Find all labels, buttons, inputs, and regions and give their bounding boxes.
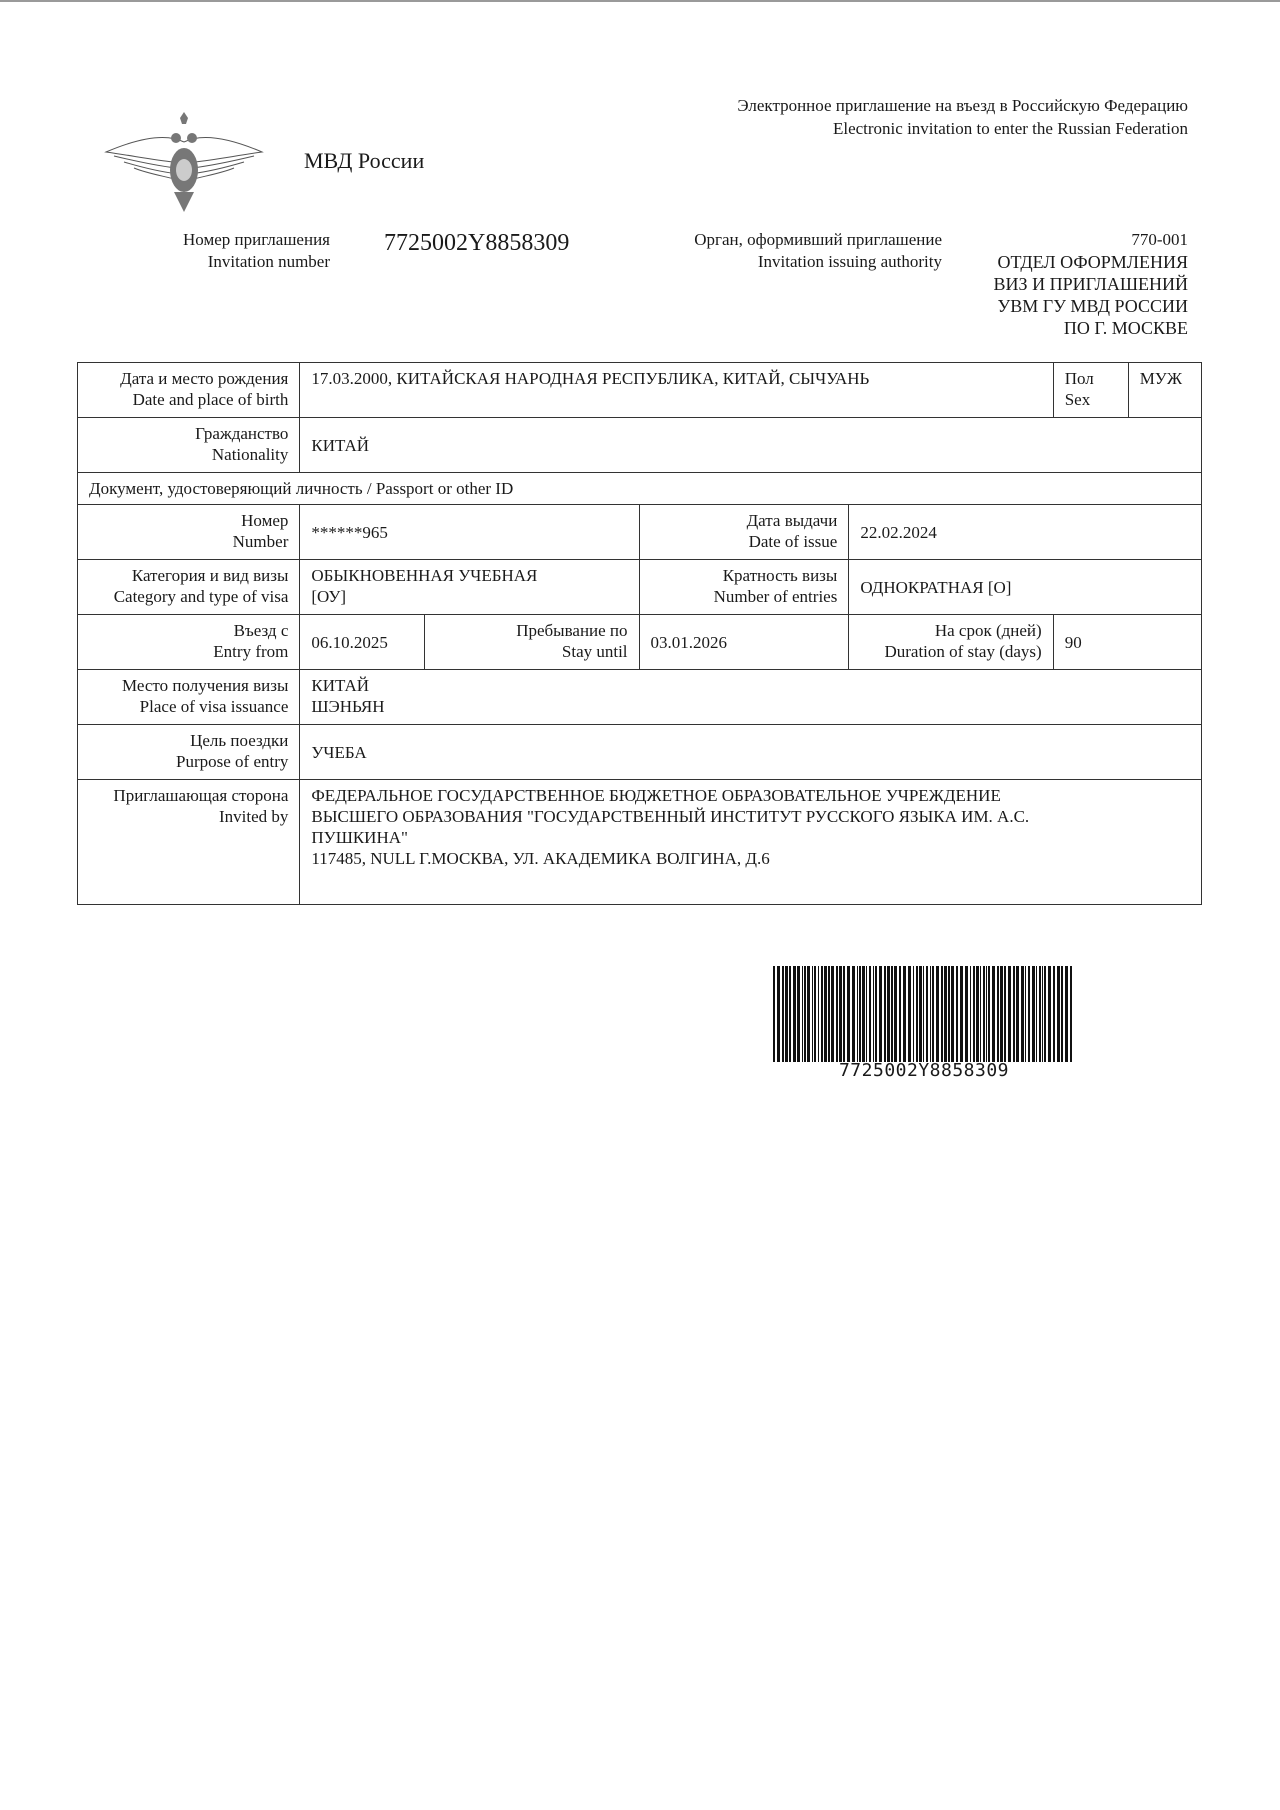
inviter-value-line: 117485, NULL Г.МОСКВА, УЛ. АКАДЕМИКА ВОЛГИНА, Д.6 xyxy=(311,849,770,868)
invitation-number-label-ru: Номер приглашения xyxy=(183,230,330,249)
entries-label-ru: Кратность визы xyxy=(722,566,838,585)
nationality-label-en: Nationality xyxy=(211,445,289,464)
barcode-bar xyxy=(1021,966,1024,1062)
issue-date-label-en: Date of issue xyxy=(748,532,838,551)
barcode-bar xyxy=(818,966,819,1062)
barcode-bar xyxy=(894,966,897,1062)
barcode-bar xyxy=(908,966,911,1062)
issuing-authority-value xyxy=(994,229,1188,339)
barcode-bar xyxy=(899,966,901,1062)
purpose-row xyxy=(78,725,1202,780)
invitation-details-table xyxy=(77,362,1202,905)
issue-date-label xyxy=(639,505,849,560)
barcode-bar xyxy=(785,966,788,1062)
duration-label-ru: На срок (дней) xyxy=(934,621,1042,640)
dates-row xyxy=(78,615,1202,670)
barcode-bar xyxy=(948,966,950,1062)
document-section-row xyxy=(78,473,1202,505)
entries-label xyxy=(639,560,849,615)
document-title-en: Electronic invitation to enter the Russian Federation xyxy=(832,119,1188,138)
barcode-bar xyxy=(965,966,968,1062)
barcode-bar xyxy=(1000,966,1003,1062)
visa-place-label-en: Place of visa issuance xyxy=(139,697,289,716)
barcode-bar xyxy=(828,966,830,1062)
barcode-bar xyxy=(992,966,995,1062)
barcode-bar xyxy=(1025,966,1026,1062)
barcode xyxy=(773,966,1075,1062)
birth-row xyxy=(78,363,1202,418)
purpose-label-en: Purpose of entry xyxy=(176,752,289,771)
barcode-bar xyxy=(812,966,813,1062)
barcode-bar xyxy=(887,966,890,1062)
barcode-bar xyxy=(797,966,800,1062)
document-section-heading: Документ, удостоверяющий личность / Passport or other ID xyxy=(78,473,1202,505)
barcode-bar xyxy=(986,966,987,1062)
barcode-bar xyxy=(1039,966,1041,1062)
visa-category-row xyxy=(78,560,1202,615)
barcode-bar xyxy=(782,966,784,1062)
barcode-bar xyxy=(814,966,816,1062)
inviter-label-ru: Приглашающая сторона xyxy=(113,786,289,805)
sex-label-ru: Пол xyxy=(1064,369,1094,388)
purpose-label xyxy=(78,725,300,780)
barcode-bar xyxy=(926,966,928,1062)
barcode-bar xyxy=(970,966,971,1062)
barcode-bar xyxy=(821,966,823,1062)
barcode-bar xyxy=(875,966,877,1062)
barcode-bar xyxy=(988,966,990,1062)
barcode-bar xyxy=(873,966,874,1062)
entries-label-en: Number of entries xyxy=(713,587,838,606)
authority-line: ОТДЕЛ ОФОРМЛЕНИЯ xyxy=(997,252,1188,272)
stay-until-label xyxy=(425,615,639,670)
entry-from-label-en: Entry from xyxy=(213,642,289,661)
stay-until-value: 03.01.2026 xyxy=(639,615,849,670)
barcode-bar xyxy=(1065,966,1068,1062)
barcode-bar xyxy=(869,966,871,1062)
barcode-bar xyxy=(836,966,838,1062)
issue-date-value: 22.02.2024 xyxy=(849,505,1202,560)
page-top-border xyxy=(0,0,1280,2)
barcode-bar xyxy=(944,966,947,1062)
barcode-bar xyxy=(839,966,842,1062)
barcode-bar xyxy=(843,966,845,1062)
inviter-value-line: ПУШКИНА" xyxy=(311,828,408,847)
nationality-value: КИТАЙ xyxy=(300,418,1202,473)
sex-value: МУЖ xyxy=(1139,369,1183,388)
barcode-bar xyxy=(941,966,943,1062)
inviter-label xyxy=(78,780,300,905)
invitation-number-label-en: Invitation number xyxy=(207,252,330,271)
birth-value: 17.03.2000, КИТАЙСКАЯ НАРОДНАЯ РЕСПУБЛИКА, КИТАЙ, СЫЧУАНЬ xyxy=(300,363,1053,418)
barcode-bar xyxy=(859,966,861,1062)
double-headed-eagle-emblem-icon xyxy=(104,112,264,216)
sex-label xyxy=(1054,363,1129,417)
barcode-bar xyxy=(1057,966,1060,1062)
document-title-ru: Электронное приглашение на въезд в Российскую Федерацию xyxy=(737,96,1188,115)
barcode-bar xyxy=(980,966,981,1062)
passport-number-label-en: Number xyxy=(232,532,289,551)
barcode-bar xyxy=(847,966,850,1062)
barcode-bar xyxy=(1016,966,1019,1062)
duration-value: 90 xyxy=(1053,615,1201,670)
barcode-bar xyxy=(1061,966,1063,1062)
passport-number-value: ******965 xyxy=(300,505,639,560)
barcode-bar xyxy=(807,966,810,1062)
nationality-label-ru: Гражданство xyxy=(195,424,289,443)
invitation-number-label xyxy=(150,229,330,273)
barcode-bar xyxy=(773,966,775,1062)
barcode-bar xyxy=(802,966,803,1062)
barcode-bar xyxy=(804,966,806,1062)
barcode-bar xyxy=(997,966,999,1062)
barcode-bar xyxy=(951,966,954,1062)
passport-row xyxy=(78,505,1202,560)
inviter-label-en: Invited by xyxy=(218,807,289,826)
barcode-bar xyxy=(1032,966,1035,1062)
entries-value: ОДНОКРАТНАЯ [О] xyxy=(849,560,1202,615)
sex-cell xyxy=(1053,363,1201,418)
passport-number-label xyxy=(78,505,300,560)
inviter-value-line: ВЫСШЕГО ОБРАЗОВАНИЯ "ГОСУДАРСТВЕННЫЙ ИНСТИТУТ РУССКОГО ЯЗЫКА ИМ. А.С. xyxy=(311,807,1030,826)
barcode-bar xyxy=(777,966,780,1062)
barcode-text: 7725002Y8858309 xyxy=(838,1060,1010,1081)
sex-label-en: Sex xyxy=(1064,390,1091,409)
purpose-label-ru: Цель поездки xyxy=(190,731,289,750)
stay-until-label-ru: Пребывание по xyxy=(516,621,628,640)
inviter-row xyxy=(78,780,1202,905)
visa-place-label-ru: Место получения визы xyxy=(122,676,289,695)
barcode-bar xyxy=(1070,966,1072,1062)
visa-category-label-en: Category and type of visa xyxy=(113,587,289,606)
authority-line: ПО Г. МОСКВЕ xyxy=(1063,318,1188,338)
authority-line: УВМ ГУ МВД РОССИИ xyxy=(997,296,1188,316)
visa-category-label-ru: Категория и вид визы xyxy=(131,566,289,585)
visa-category-value-line: [ОУ] xyxy=(311,587,347,606)
visa-place-value-line: ШЭНЬЯН xyxy=(311,697,385,716)
visa-place-label xyxy=(78,670,300,725)
barcode-bar xyxy=(824,966,827,1062)
entry-from-label-ru: Въезд с xyxy=(233,621,289,640)
barcode-bar xyxy=(913,966,914,1062)
inviter-value-line: ФЕДЕРАЛЬНОЕ ГОСУДАРСТВЕННОЕ БЮДЖЕТНОЕ ОБРАЗОВАТЕЛЬНОЕ УЧРЕЖДЕНИЕ xyxy=(311,786,1001,805)
barcode-bar xyxy=(891,966,893,1062)
barcode-bar xyxy=(1053,966,1055,1062)
barcode-bar xyxy=(1048,966,1051,1062)
authority-code: 770-001 xyxy=(1131,230,1188,249)
duration-label-en: Duration of stay (days) xyxy=(884,642,1042,661)
visa-place-value xyxy=(300,670,1202,725)
invitation-number: 7725002Y8858309 xyxy=(384,230,570,256)
entry-from-value: 06.10.2025 xyxy=(300,615,425,670)
visa-category-value-line: ОБЫКНОВЕННАЯ УЧЕБНАЯ xyxy=(311,566,538,585)
barcode-bar xyxy=(879,966,882,1062)
barcode-bar xyxy=(793,966,796,1062)
barcode-bar xyxy=(884,966,886,1062)
issuing-authority-label-en: Invitation issuing authority xyxy=(757,252,942,271)
visa-place-row xyxy=(78,670,1202,725)
visa-category-value xyxy=(300,560,639,615)
issuing-authority-label-ru: Орган, оформивший приглашение xyxy=(694,230,942,249)
barcode-bar xyxy=(983,966,985,1062)
authority-line: ВИЗ И ПРИГЛАШЕНИЙ xyxy=(993,274,1188,294)
barcode-bar xyxy=(923,966,924,1062)
barcode-bar xyxy=(1013,966,1015,1062)
issue-date-label-ru: Дата выдачи xyxy=(746,511,838,530)
barcode-bar xyxy=(1036,966,1037,1062)
purpose-value: УЧЕБА xyxy=(300,725,1202,780)
stay-until-label-en: Stay until xyxy=(561,642,628,661)
inviter-value xyxy=(300,780,1202,905)
barcode-bar xyxy=(1008,966,1011,1062)
ministry-name: МВД России xyxy=(304,148,425,173)
nationality-row xyxy=(78,418,1202,473)
barcode-bar xyxy=(919,966,922,1062)
barcode-bar xyxy=(973,966,975,1062)
birth-label-ru: Дата и место рождения xyxy=(120,369,289,388)
barcode-bar xyxy=(1044,966,1046,1062)
barcode-bar xyxy=(976,966,979,1062)
barcode-bar xyxy=(866,966,867,1062)
visa-category-label xyxy=(78,560,300,615)
issuing-authority-label xyxy=(640,229,942,273)
barcode-bar xyxy=(930,966,931,1062)
barcode-bar xyxy=(857,966,858,1062)
nationality-label xyxy=(78,418,300,473)
barcode-bar xyxy=(936,966,939,1062)
birth-label xyxy=(78,363,300,418)
passport-number-label-ru: Номер xyxy=(241,511,289,530)
barcode-bar xyxy=(1042,966,1043,1062)
visa-place-value-line: КИТАЙ xyxy=(311,676,370,695)
barcode-bar xyxy=(903,966,906,1062)
barcode-bar xyxy=(1028,966,1030,1062)
barcode-bar xyxy=(956,966,958,1062)
barcode-bar xyxy=(852,966,855,1062)
barcode-bar xyxy=(1004,966,1006,1062)
document-title xyxy=(737,94,1188,140)
barcode-bar xyxy=(831,966,834,1062)
entry-from-label xyxy=(78,615,300,670)
barcode-bar xyxy=(932,966,934,1062)
barcode-bar xyxy=(960,966,963,1062)
birth-label-en: Date and place of birth xyxy=(132,390,289,409)
barcode-bar xyxy=(916,966,918,1062)
barcode-bar xyxy=(862,966,865,1062)
barcode-bar xyxy=(789,966,791,1062)
duration-label xyxy=(849,615,1053,670)
